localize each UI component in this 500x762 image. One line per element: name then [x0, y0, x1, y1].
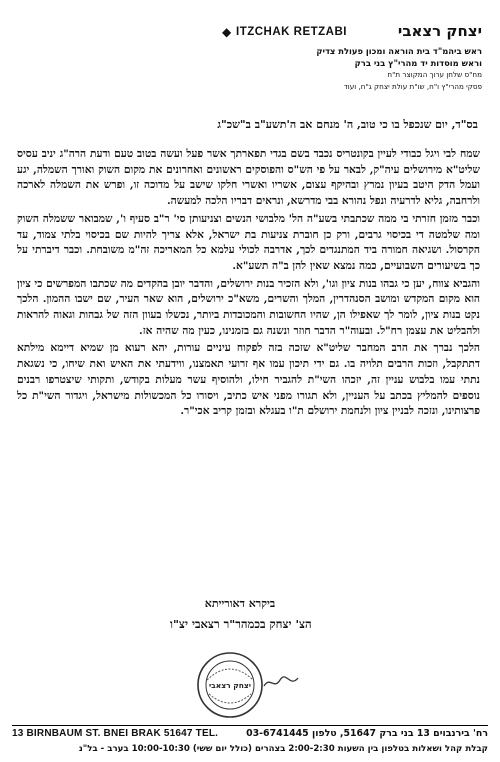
footer-hours: קבלת קהל ושאלות בטלפון בין השעות 2:00-2:30 בצהרים (כולל יום ששי) 10:00-10:30 בערב - בל"נ	[78, 744, 488, 754]
title-line: וראש מוסדות יד מהרי"ץ בני ברק	[354, 57, 482, 68]
body-paragraph: וכבר מזמן חזרתי בי ממה שכתבתי בשע"ה הל' מלבושי הנשים וצניעותן סי' ר"ב סעיף ו', שמבואר ששמלה השוק ומה שלמטה די בכיסוי גרבים, ורק כן חוברת צניעות בת ישראל, אלא צריך להיות שם בכיסוי בלתי צמוד, עד הקרסול. ושגיאה חמורה ביד המתנגדים לכך, אדרבה לכולי עלמא כל המאריכה זה"מ משובחת. וכבר דיברתי על כך בשיעורים השבועיים, כמה נמצא שאין להן ב"ה תשע"א.	[17, 212, 480, 272]
seal-name: יצחק רצאבי	[208, 681, 252, 690]
address-english: 13 BIRNBAUM ST. BNEI BRAK 51647 TEL.	[12, 728, 219, 739]
body-paragraph: הלכך נברך את הרב המחבר שליט"א שזכה בזה לפקוח עיניים עורות, יהא רעוא מן שמיא דיימא מילתא דתתקבל, וזכות הרבים תלויה בו. גם ידי תיכון עמו אף זרועי תאמצנו, ווידעתי את האיש ואת שיחו, כי נשגאת נתתי עמו בלבוש עניין זה, יזכהו השי"ת להגביר חילו, ולהוסיף עשר מעלות בקודש, ותקותי שיצטרפו רבנים נוספים להמליץ בכתב על העניין, ולא תגורו מפני איש כתיב, ויסורו כל המכשולות מישראל, ויגדור השי"ת כל פרצותינו, ונזכה לבניין ציון ולנחמת ירושלם ת"ו בעגלא ובזמן קריב אכי"ר.	[17, 342, 480, 418]
round-seal-stamp	[195, 650, 265, 720]
address-hebrew: רח' בירנבוים 13 בני ברק 51647, טלפון 03-6741445	[246, 728, 488, 739]
signature-line: הצ' יצחק בכמהר"ר רצאבי יצ"ו	[170, 617, 312, 631]
letter-body	[17, 147, 480, 422]
author-name-english: ITZCHAK RETZABI	[236, 26, 347, 38]
title-line: מח"ס שלחן ערוך המקוצר ת"ח	[387, 70, 482, 79]
letter-date: בס"ד, יום שנכפל בו כי טוב, ה' מנחם אב ה'תשע"ב ב"שכ"ג	[217, 118, 478, 131]
title-line: פסקי מהרי"ץ ו"ח, שו"ת עולת יצחק ג"ח, ועוד	[343, 81, 482, 91]
diamond-separator-icon: ◆	[222, 25, 232, 39]
handwritten-signature-scribble	[262, 672, 300, 692]
body-paragraph: והגביא צווח, יען כי גבהו בנות ציון וגו', ולא הזכיר בנות ירושלים, והדבר יובן בהקדים מה שכתבו המפרשים כי ציון הוא מקום המקדש ומושב הסנהדרין, המלך והשרים, משא"כ ירושלים, הוא שאר העיר, שם ישבו ההמון. הלכך נקט בנות ציון, לומר לך שאפילו הן, שהיו החשובות והמכובדות ביותר, נכשלו בעוון הזה של גבהות וגאוה להראות ולהבליט את עצמן רח"ל. ובעוה"ר הדבר חוזר ונשנה גם בזמנינו, כעין מה שהיה אז.	[17, 277, 480, 337]
closing-line: ביקרא דאורייתא	[204, 597, 276, 610]
body-paragraph: שמח לבי ויגל כבודי לעיין בקונטריס נכבד בשם בגדי תפארתך אשר פעל ועשה בטוב טעם ודעת הרה"ג יניב עסיס שליט"א מירושלים עיה"ק, לבאר על פי הש"ס והפוסקים ראשונים ואחרונים את מקום השוק ואורך השמלה, יגע ועמל הדק היטב בעיון נמרץ ובהיקף עצום, אשריו ואשרי חלקו שישב על מדוכה זו, ופרש את השמלה לארכה ולרחבה, גליא לדרעיה ונפל נהורא בבי מדרשא, ונראים דבריו הלכה למעשה.	[17, 148, 480, 208]
footer-divider	[12, 725, 488, 726]
author-titles	[262, 46, 482, 92]
footer-address	[12, 728, 488, 742]
title-line: ראש ביהמ"ד בית הוראה ומכון פעולת צדיק	[316, 46, 482, 56]
author-name-hebrew: יצחק רצאבי	[397, 22, 482, 40]
